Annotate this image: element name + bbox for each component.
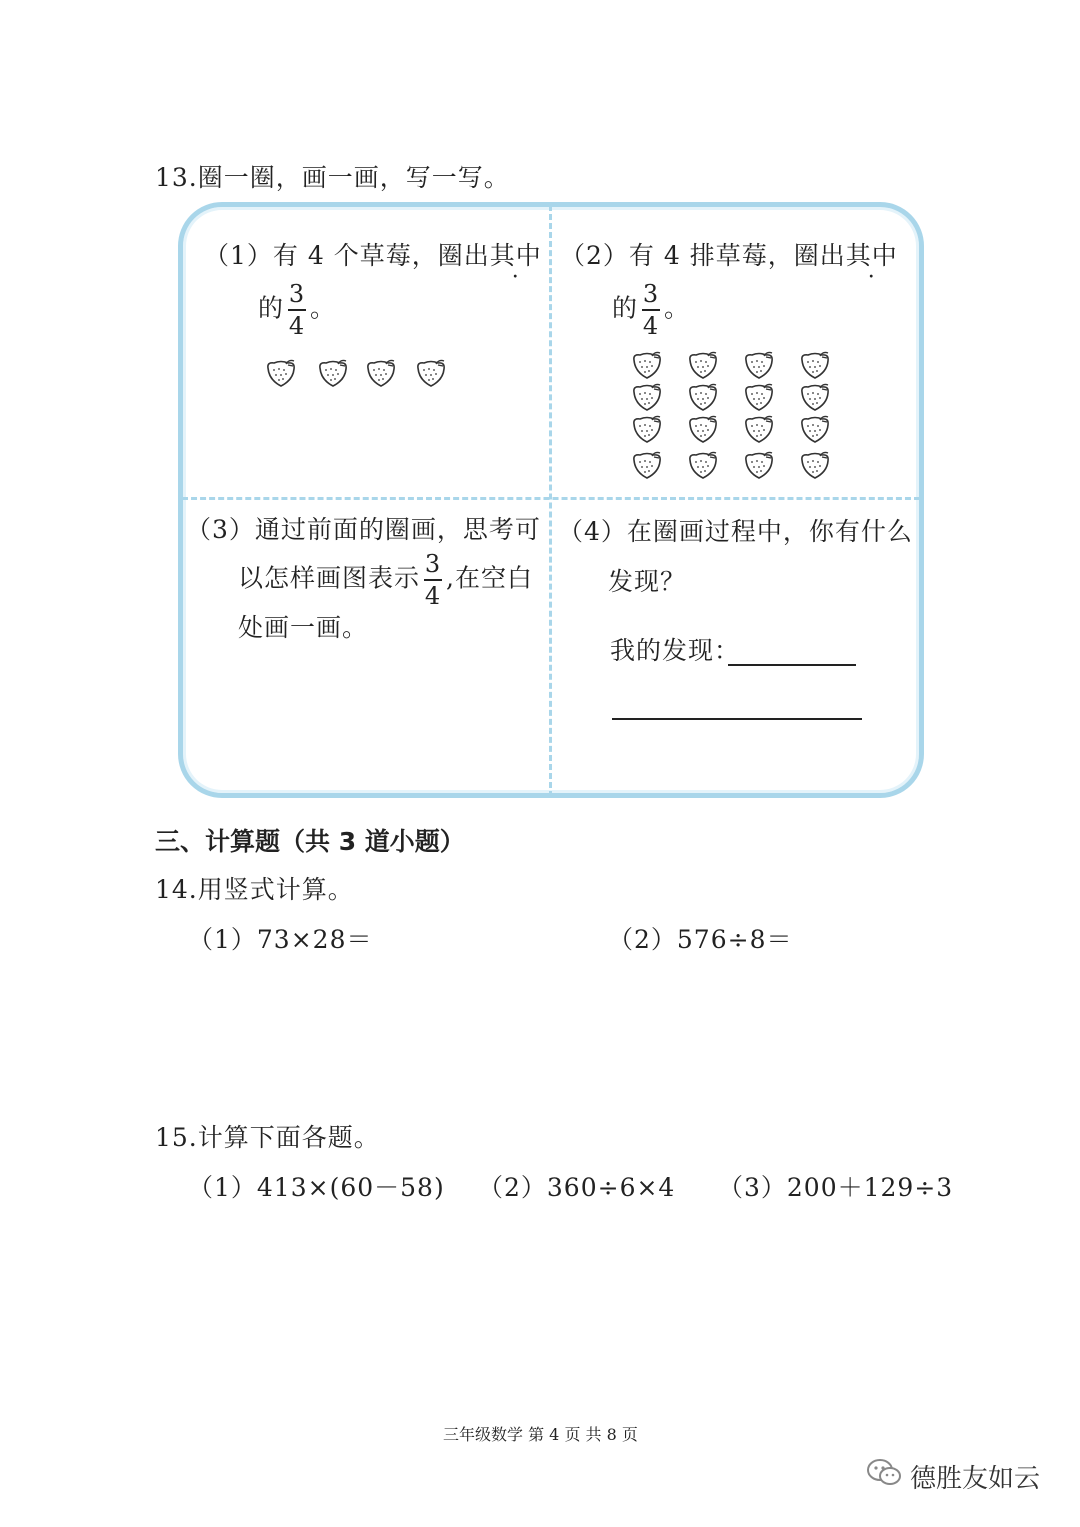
strawberry[interactable]: [742, 350, 776, 380]
p2-frac-denominator: 4: [642, 312, 660, 340]
q13-title: 13.圈一圈，画一画，写一写。: [155, 163, 510, 192]
strawberry[interactable]: [798, 450, 832, 480]
strawberry[interactable]: [798, 350, 832, 380]
page-footer: 三年级数学 第 4 页 共 8 页: [443, 1425, 638, 1444]
p2-line2: [612, 282, 690, 338]
strawberry[interactable]: [630, 382, 664, 412]
wechat-icon: [866, 1458, 902, 1488]
p3-line1: （3）通过前面的圈画，思考可: [186, 515, 541, 544]
strawberry[interactable]: [414, 358, 448, 388]
p1-period: 。: [310, 293, 337, 323]
p1-frac-numerator: 3: [288, 280, 306, 308]
q14-title: 14.用竖式计算。: [155, 875, 354, 904]
q15-item-2: （2）360÷6×4: [478, 1173, 676, 1202]
p3-line2-post: ,在空白: [446, 563, 533, 593]
frame-vertical-divider: [549, 205, 552, 797]
p3-frac-denominator: 4: [424, 582, 442, 610]
q14-item-1: （1）73×28＝: [188, 925, 373, 954]
p3-line3: 处画一画。: [238, 613, 369, 642]
brand-name: 德胜友如云: [910, 1464, 1041, 1494]
strawberry[interactable]: [686, 414, 720, 444]
p4-line2: 发现？: [608, 567, 687, 596]
section3-title: 三、计算题（共 3 道小题）: [155, 827, 465, 856]
p3-fraction: [424, 552, 442, 608]
p2-de: 的: [612, 293, 639, 323]
p2-line1-text: （2）有 4 排草莓，圈出: [560, 241, 846, 270]
p4-answer-line-1[interactable]: [728, 664, 856, 666]
q15-title: 15.计算下面各题。: [155, 1123, 380, 1152]
strawberry[interactable]: [630, 450, 664, 480]
p2-fraction: [642, 282, 660, 338]
strawberry[interactable]: [630, 414, 664, 444]
strawberry[interactable]: [798, 382, 832, 412]
strawberry[interactable]: [686, 382, 720, 412]
strawberry[interactable]: [798, 414, 832, 444]
p3-frac-numerator: 3: [424, 550, 442, 578]
p3-line2: [238, 552, 533, 608]
strawberry[interactable]: [686, 450, 720, 480]
p2-line1: [560, 236, 898, 272]
strawberry[interactable]: [686, 350, 720, 380]
p1-de: 的: [258, 293, 285, 323]
strawberry[interactable]: [316, 358, 350, 388]
q15-item-3: （3）200＋129÷3: [718, 1173, 954, 1202]
q15-item-1: （1）413×(60－58): [188, 1173, 445, 1202]
p2-frac-numerator: 3: [642, 280, 660, 308]
p1-line2: [258, 282, 336, 338]
p1-fraction: [288, 282, 306, 338]
p1-line1: [204, 236, 542, 272]
strawberry[interactable]: [264, 358, 298, 388]
strawberry[interactable]: [742, 414, 776, 444]
p4-label: 我的发现：: [610, 636, 741, 665]
strawberry[interactable]: [742, 450, 776, 480]
strawberry[interactable]: [364, 358, 398, 388]
p1-dotted-text: 其中: [489, 241, 542, 270]
p1-line1-text: （1）有 4 个草莓，圈出: [204, 241, 490, 270]
p2-dotted-text: 其中: [845, 241, 898, 270]
p3-line2-text: 以怎样画图表示: [238, 563, 421, 593]
strawberry[interactable]: [630, 350, 664, 380]
strawberry[interactable]: [742, 382, 776, 412]
q14-item-2: （2）576÷8＝: [608, 925, 793, 954]
p1-frac-denominator: 4: [288, 312, 306, 340]
p4-line1: （4）在圈画过程中，你有什么: [558, 517, 913, 546]
frame-horizontal-divider: [182, 497, 920, 500]
p2-period: 。: [664, 293, 691, 323]
p4-answer-line-2[interactable]: [612, 718, 862, 720]
